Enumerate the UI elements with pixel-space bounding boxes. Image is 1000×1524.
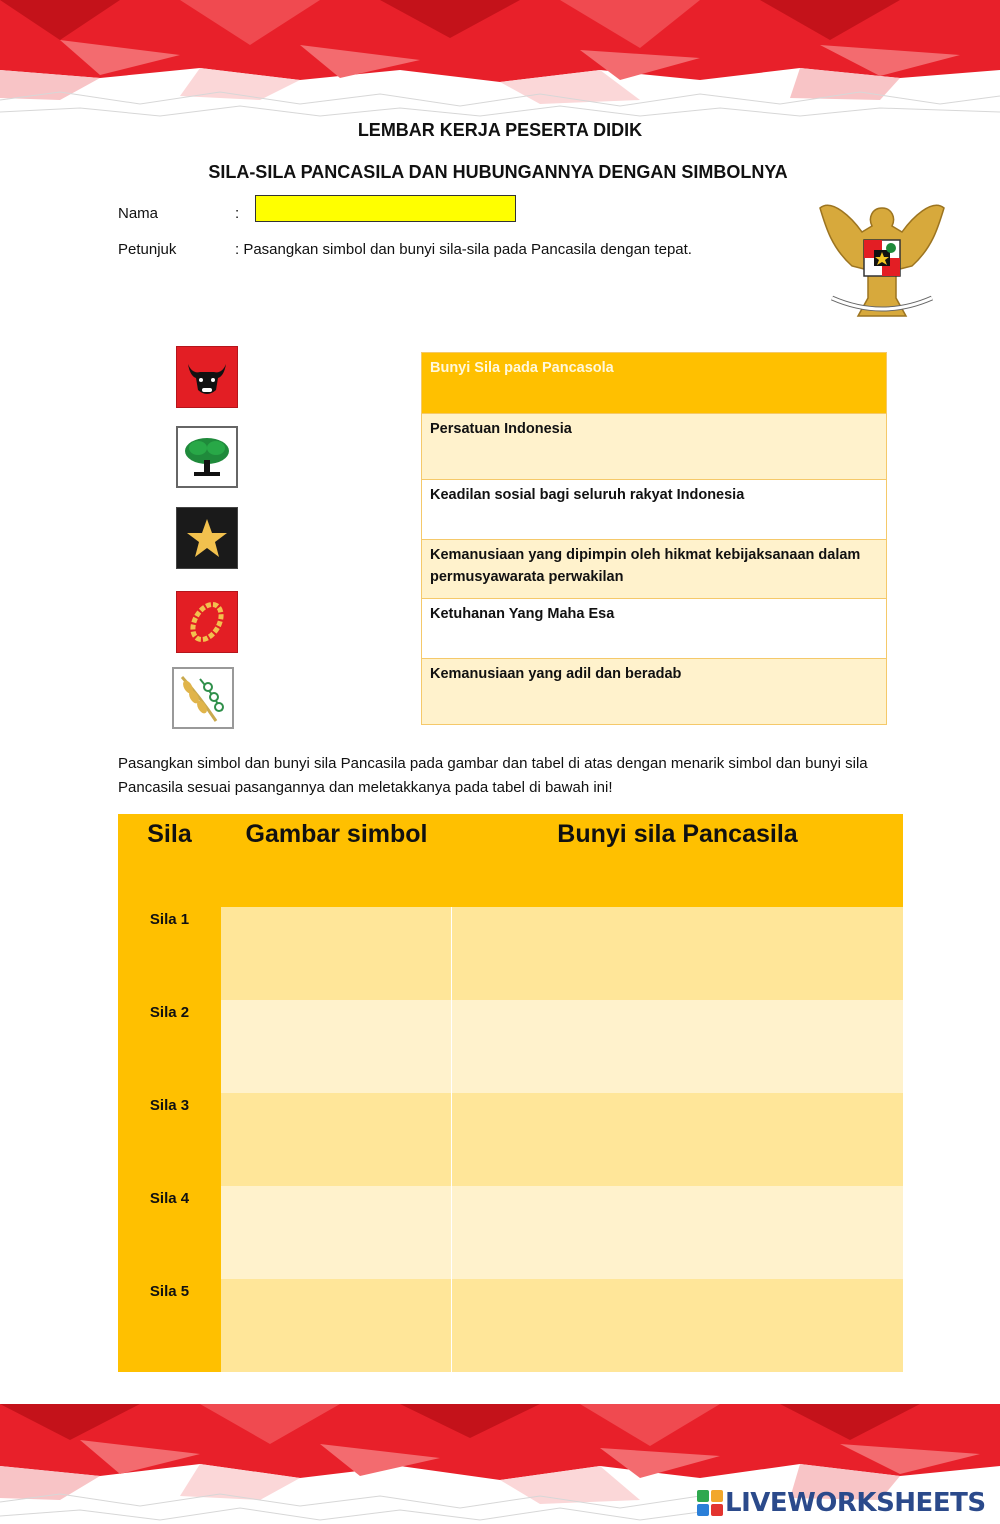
header-bunyi-sila: Bunyi sila Pancasila	[557, 820, 798, 848]
symbol-chain[interactable]	[176, 591, 238, 653]
name-colon: :	[235, 205, 240, 222]
symbol-drop-zone[interactable]	[221, 907, 452, 1000]
name-label: Nama	[118, 205, 159, 222]
row-label: Sila 2	[118, 1000, 221, 1093]
statement-drop-zone[interactable]	[452, 1093, 903, 1186]
statement-item[interactable]: Keadilan sosial bagi seluruh rakyat Indonesia	[422, 479, 886, 539]
table-row	[118, 1279, 903, 1372]
bull-head-icon	[176, 346, 238, 408]
symbol-drop-zone[interactable]	[221, 1000, 452, 1093]
worksheet-title: LEMBAR KERJA PESERTA DIDIK	[357, 120, 643, 140]
garuda-emblem-icon	[812, 188, 952, 328]
row-label: Sila 4	[118, 1186, 221, 1279]
statement-drop-zone[interactable]	[452, 1279, 903, 1372]
answer-table-header	[118, 814, 903, 907]
rice-cotton-icon	[172, 667, 234, 729]
liveworksheets-mark-icon	[697, 1490, 723, 1516]
instruction-label: Petunjuk	[118, 241, 177, 258]
name-input[interactable]	[255, 195, 516, 222]
statements-header: Bunyi Sila pada Pancasola	[422, 353, 886, 413]
table-row	[118, 1093, 903, 1186]
answer-table	[118, 814, 903, 1372]
statements-table	[421, 352, 887, 725]
symbol-drop-zone[interactable]	[221, 1186, 452, 1279]
symbol-drop-zone[interactable]	[221, 1279, 452, 1372]
table-row	[118, 1186, 903, 1279]
table-row	[118, 1000, 903, 1093]
matching-instruction: Pasangkan simbol dan bunyi sila Pancasila pada gambar dan tabel di atas dengan menarik simbol dan bunyi sila Pancasila sesuai pasangannya dan meletakkanya pada tabel di bawah ini!	[118, 755, 868, 796]
liveworksheets-logo	[697, 1488, 986, 1518]
symbol-star[interactable]	[176, 507, 238, 569]
statement-drop-zone[interactable]	[452, 907, 903, 1000]
symbol-banyan-tree[interactable]	[176, 426, 238, 488]
header-sila: Sila	[147, 820, 192, 848]
statement-item[interactable]: Persatuan Indonesia	[422, 413, 886, 479]
row-label: Sila 5	[118, 1279, 221, 1372]
row-label: Sila 3	[118, 1093, 221, 1186]
statement-item[interactable]: Ketuhanan Yang Maha Esa	[422, 598, 886, 658]
liveworksheets-brand: LIVEWORKSHEETS	[725, 1488, 986, 1518]
symbol-rice-cotton[interactable]	[172, 667, 234, 729]
symbol-bull-head[interactable]	[176, 346, 238, 408]
header-gambar-simbol: Gambar simbol	[245, 820, 428, 848]
worksheet-subtitle: SILA-SILA PANCASILA DAN HUBUNGANNYA DENGAN SIMBOLNYA	[208, 162, 788, 182]
statement-drop-zone[interactable]	[452, 1186, 903, 1279]
statement-item[interactable]: Kemanusiaan yang dipimpin oleh hikmat kebijaksanaan dalam permusyawarata perwakilan	[422, 539, 886, 598]
chain-icon	[176, 591, 238, 653]
row-label: Sila 1	[118, 907, 221, 1000]
symbol-drop-zone[interactable]	[221, 1093, 452, 1186]
table-row	[118, 907, 903, 1000]
statement-item[interactable]: Kemanusiaan yang adil dan beradab	[422, 658, 886, 724]
star-icon	[176, 507, 238, 569]
banyan-tree-icon	[176, 426, 238, 488]
instruction-text: : Pasangkan simbol dan bunyi sila-sila pada Pancasila dengan tepat.	[235, 241, 692, 258]
top-banner	[0, 0, 1000, 118]
statement-drop-zone[interactable]	[452, 1000, 903, 1093]
